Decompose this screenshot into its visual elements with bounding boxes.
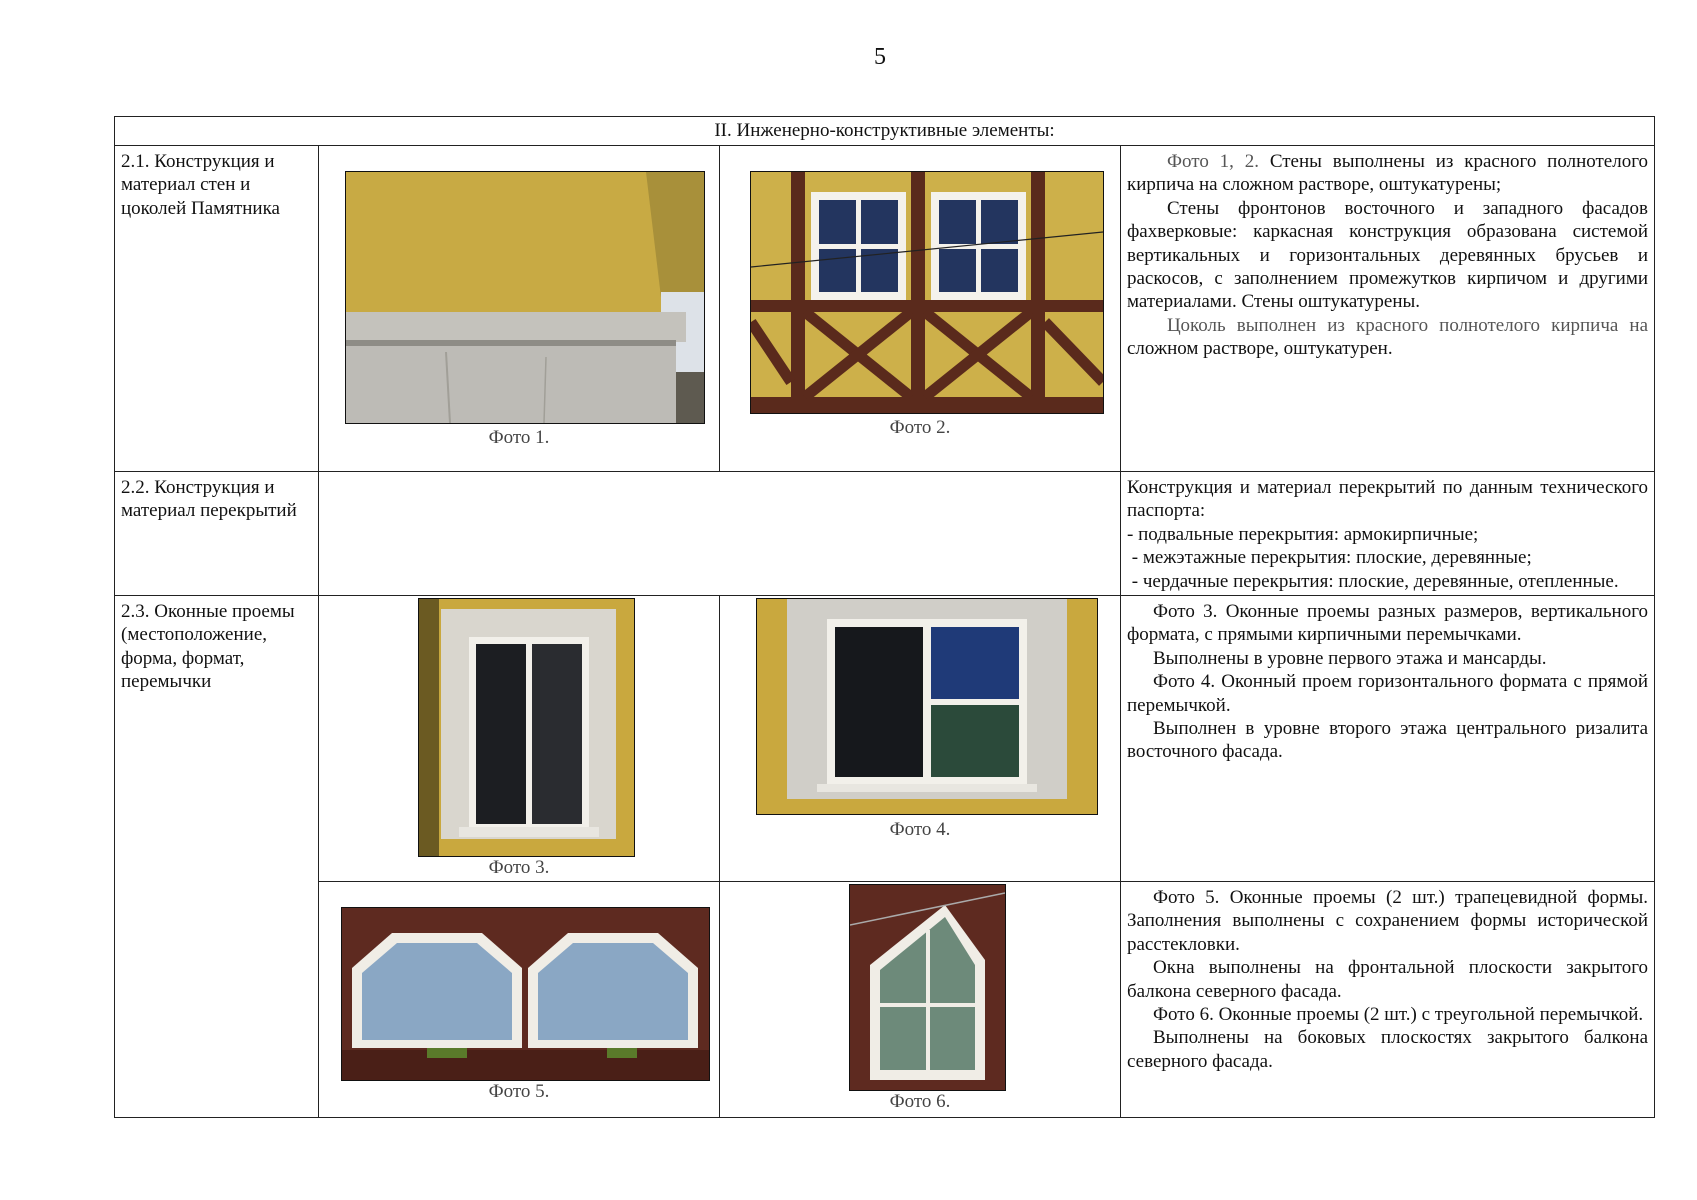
photo-3-image bbox=[419, 599, 634, 856]
windows-desc-a-3: Фото 4. Оконный проем горизонтального формата с прямой перемычкой. bbox=[1127, 671, 1649, 716]
floors-description bbox=[1121, 472, 1655, 596]
photo-5 bbox=[341, 907, 710, 1081]
walls-desc-3: сложном растворе, оштукатурен. bbox=[1127, 338, 1393, 360]
walls-desc-3-gray: Цоколь выполнен из красного полнотелого кирпича на bbox=[1167, 314, 1649, 336]
walls-description bbox=[1121, 146, 1655, 472]
floors-item-basement: - подвальные перекрытия: армокирпичные; bbox=[1127, 523, 1479, 545]
row-label-walls: 2.1. Конструкция и материал стен и цоколей Памятника bbox=[115, 146, 319, 472]
photo-6-image bbox=[850, 885, 1005, 1090]
windows-description-b bbox=[1121, 882, 1655, 1118]
photo-6 bbox=[849, 884, 1006, 1091]
walls-desc-1: Стены выполнены из красного полнотелого кирпича на сложном растворе, оштукатурены; bbox=[1127, 151, 1649, 196]
photo4-cell bbox=[720, 596, 1121, 882]
walls-desc-photo-ref: Фото 1, 2. bbox=[1167, 151, 1259, 172]
photo-3-caption: Фото 3. bbox=[488, 857, 550, 878]
photo-4-image bbox=[757, 599, 1097, 814]
photo-3 bbox=[418, 598, 635, 857]
photo-1 bbox=[345, 171, 705, 424]
row-label-floors: 2.2. Конструкция и материал перекрытий bbox=[115, 472, 319, 596]
windows-desc-b-1: Фото 5. Оконные проемы (2 шт.) трапецевидной формы. Заполнения выполнены с сохранением формы исторической расстекловки. bbox=[1127, 887, 1649, 955]
windows-description-a bbox=[1121, 596, 1655, 882]
floors-empty-cell bbox=[319, 472, 1121, 596]
photo3-cell bbox=[319, 596, 720, 882]
photo6-cell bbox=[720, 882, 1121, 1118]
engineering-elements-table bbox=[114, 116, 1655, 1118]
windows-desc-b-2: Окна выполнены на фронтальной плоскости закрытого балкона северного фасада. bbox=[1127, 957, 1649, 1002]
windows-desc-a-4: Выполнен в уровне второго этажа центрального ризалита восточного фасада. bbox=[1127, 718, 1649, 763]
windows-desc-b-3: Фото 6. Оконные проемы (2 шт.) с треугольной перемычкой. bbox=[1153, 1004, 1644, 1026]
photo-2-caption: Фото 2. bbox=[889, 417, 951, 438]
photo2-cell bbox=[720, 146, 1121, 472]
photo-4-caption: Фото 4. bbox=[889, 819, 951, 840]
windows-desc-a-2: Выполнены в уровне первого этажа и мансарды. bbox=[1153, 647, 1547, 669]
floors-item-attic: - чердачные перекрытия: плоские, деревянные, отепленные. bbox=[1127, 570, 1619, 592]
photo-1-image bbox=[346, 172, 704, 423]
photo-2-image bbox=[751, 172, 1103, 413]
photo-1-caption: Фото 1. bbox=[488, 427, 550, 448]
photo-5-image bbox=[342, 908, 709, 1080]
photo-5-caption: Фото 5. bbox=[488, 1081, 550, 1102]
photo5-cell bbox=[319, 882, 720, 1118]
page-number: 5 bbox=[874, 44, 886, 70]
floors-item-interfloor: - межэтажные перекрытия: плоские, деревянные; bbox=[1127, 547, 1532, 569]
section-header: II. Инженерно-конструктивные элементы: bbox=[115, 117, 1655, 146]
photo-2 bbox=[750, 171, 1104, 414]
windows-desc-b-4: Выполнены на боковых плоскостях закрытого балкона северного фасада. bbox=[1127, 1027, 1649, 1072]
row-label-windows: 2.3. Оконные проемы (местоположение, форма, формат, перемычки bbox=[115, 596, 319, 1118]
walls-desc-2: Стены фронтонов восточного и западного фасадов фахверковые: каркасная конструкция образована системой вертикальных и горизонтальных деревянных брусьев и раскосов, с заполнением промежутков кирпичом и другими материалами. Стены оштукатурены. bbox=[1127, 197, 1649, 313]
photo-4 bbox=[756, 598, 1098, 815]
windows-desc-a-1: Фото 3. Оконные проемы разных размеров, вертикального формата, с прямыми кирпичными перемычками. bbox=[1127, 601, 1649, 646]
photo1-cell bbox=[319, 146, 720, 472]
photo-6-caption: Фото 6. bbox=[889, 1091, 951, 1112]
floors-desc-intro: Конструкция и материал перекрытий по данным технического паспорта: bbox=[1127, 477, 1649, 522]
